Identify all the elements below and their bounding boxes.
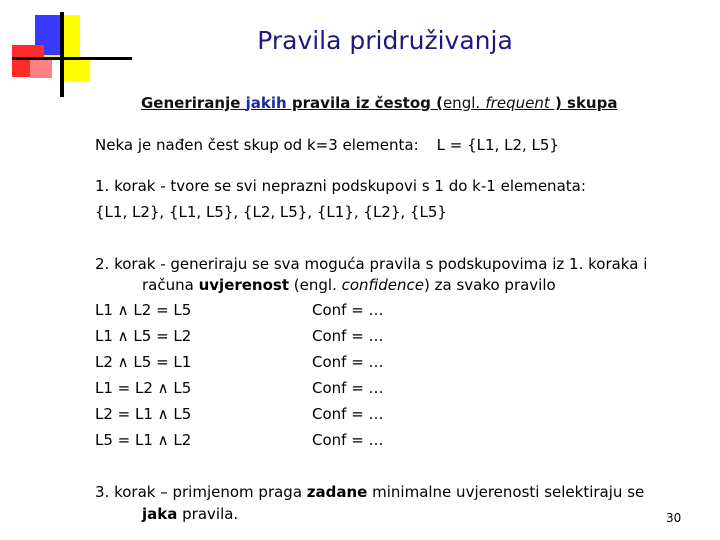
step1-line1: 1. korak - tvore se svi neprazni podskupovi s 1 do k-1 elemenata:: [95, 177, 586, 195]
rule-6: L5 = L1 ∧ L2: [95, 431, 192, 449]
rule-6-conf: Conf = …: [312, 431, 384, 449]
logo-yellow-square-small: [60, 60, 90, 82]
rule-4: L1 = L2 ∧ L5: [95, 379, 192, 397]
logo-pink-square: [30, 60, 52, 78]
rule-3-conf: Conf = …: [312, 353, 384, 371]
step2-line1: 2. korak - generiraju se sva moguća pravila s podskupovima iz 1. koraka i: [95, 255, 648, 273]
rule-5-conf: Conf = …: [312, 405, 384, 423]
step3-line1: 3. korak – primjenom praga zadane minimalne uvjerenosti selektiraju se: [95, 483, 645, 501]
logo-horizontal-line: [12, 57, 132, 60]
step2-line2: računa uvjerenost (engl. confidence) za svako pravilo: [142, 276, 556, 294]
slide-subtitle: Generiranje jakih pravila iz čestog (engl. frequent ) skupa: [141, 94, 618, 112]
rule-1: L1 ∧ L2 = L5: [95, 301, 192, 319]
rule-3: L2 ∧ L5 = L1: [95, 353, 192, 371]
page-number: 30: [666, 511, 682, 525]
step1-line2: {L1, L2}, {L1, L5}, {L2, L5}, {L1}, {L2}, {L5}: [95, 203, 447, 221]
rule-1-conf: Conf = …: [312, 301, 384, 319]
step3-line2: jaka pravila.: [142, 505, 239, 523]
rule-5: L2 = L1 ∧ L5: [95, 405, 192, 423]
slide-title: Pravila pridruživanja: [257, 26, 513, 55]
intro-line: Neka je nađen čest skup od k=3 elementa: L = {L1, L2, L5}: [95, 136, 559, 154]
rule-4-conf: Conf = …: [312, 379, 384, 397]
rule-2-conf: Conf = …: [312, 327, 384, 345]
rule-2: L1 ∧ L5 = L2: [95, 327, 192, 345]
